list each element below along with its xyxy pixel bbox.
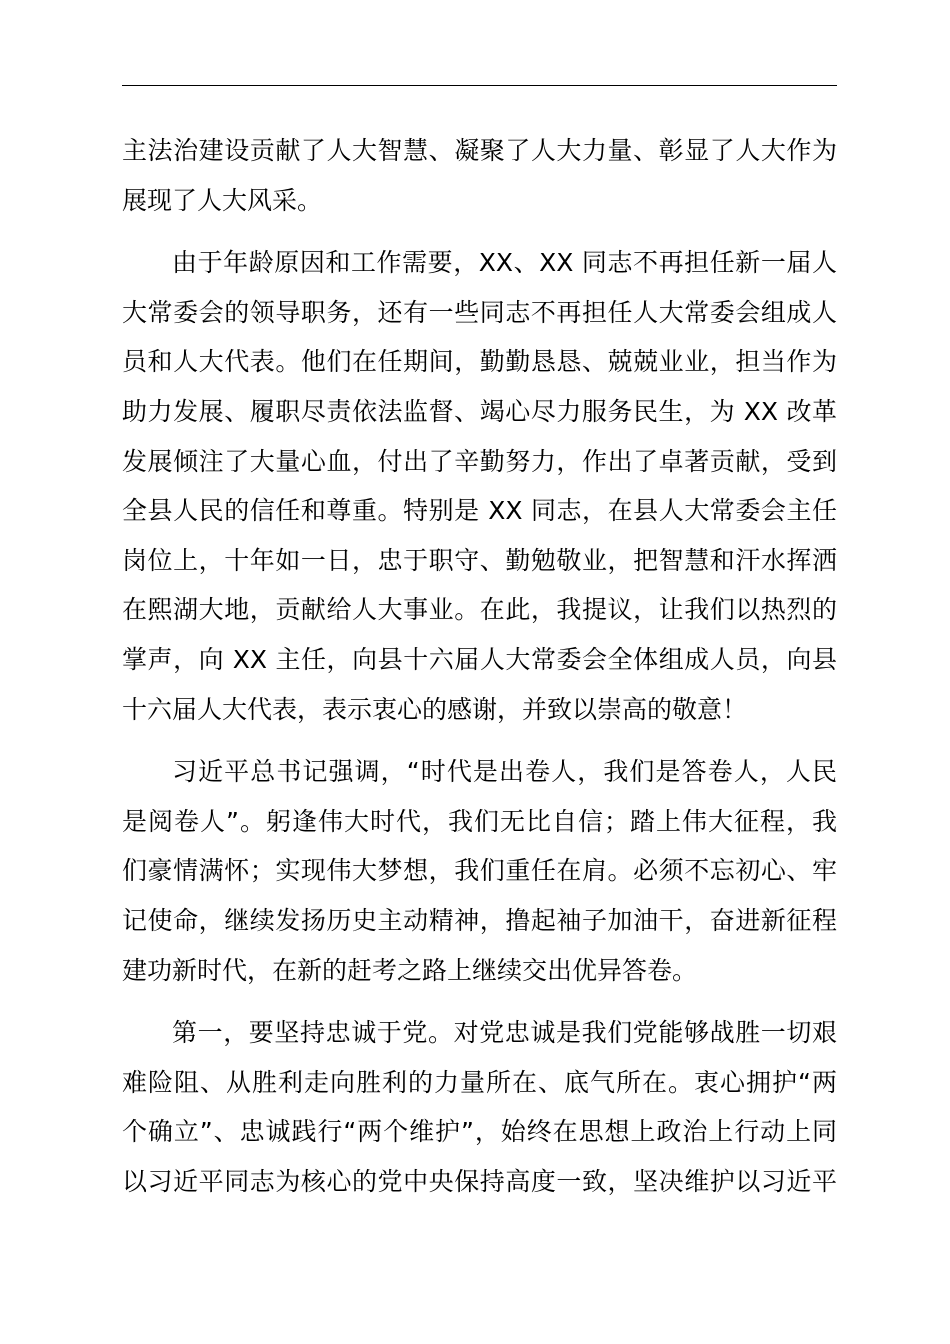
text-line: 展现了人大风采。	[122, 185, 323, 215]
text-line: 记使命，继续发扬历史主动精神，撸起袖子加油干，奋进新征程	[122, 905, 837, 935]
text-line: 掌声，向 XX 主任，向县十六届人大常委会全体组成人员，向县	[122, 644, 837, 674]
text-line: 岗位上，十年如一日，忠于职守、勤勉敬业，把智慧和汗水挥洒	[122, 545, 837, 575]
text-line: 十六届人大代表，表示衷心的感谢，并致以崇高的敬意！	[122, 694, 748, 724]
text-line: 是阅卷人”。躬逢伟大时代，我们无比自信；踏上伟大征程，我	[122, 806, 837, 836]
text-line: 个确立”、忠诚践行“两个维护”，始终在思想上政治上行动上同	[122, 1117, 837, 1147]
text-line: 全县人民的信任和尊重。特别是 XX 同志，在县人大常委会主任	[122, 496, 837, 526]
paragraph-3	[122, 747, 837, 995]
text-line: 大常委会的领导职务，还有一些同志不再担任人大常委会组成人	[122, 297, 837, 327]
text-line: 习近平总书记强调，“时代是出卷人，我们是答卷人，人民	[172, 757, 837, 787]
text-line: 在熙湖大地，贡献给人大事业。在此，我提议，让我们以热烈的	[122, 595, 837, 625]
text-line: 们豪情满怀；实现伟大梦想，我们重任在肩。必须不忘初心、牢	[122, 856, 837, 886]
text-line: 建功新时代，在新的赶考之路上继续交出优异答卷。	[122, 955, 698, 985]
document-body	[122, 126, 837, 1219]
text-line: 第一，要坚持忠诚于党。对党忠诚是我们党能够战胜一切艰	[172, 1018, 837, 1048]
text-line: 以习近平同志为核心的党中央保持高度一致，坚决维护以习近平	[122, 1166, 837, 1196]
header-rule	[122, 85, 837, 86]
text-line: 助力发展、履职尽责依法监督、竭心尽力服务民生，为 XX 改革	[122, 396, 837, 426]
paragraph-4	[122, 1008, 837, 1206]
text-line: 发展倾注了大量心血，付出了辛勤努力，作出了卓著贡献，受到	[122, 446, 837, 476]
paragraph-2	[122, 238, 837, 734]
text-line: 员和人大代表。他们在任期间，勤勤恳恳、兢兢业业，担当作为	[122, 347, 837, 377]
text-line: 难险阻、从胜利走向胜利的力量所在、底气所在。衷心拥护“两	[122, 1067, 837, 1097]
text-line: 由于年龄原因和工作需要，XX、XX 同志不再担任新一届人	[172, 248, 837, 278]
text-line: 主法治建设贡献了人大智慧、凝聚了人大力量、彰显了人大作为	[122, 136, 837, 165]
paragraph-1	[122, 126, 837, 225]
